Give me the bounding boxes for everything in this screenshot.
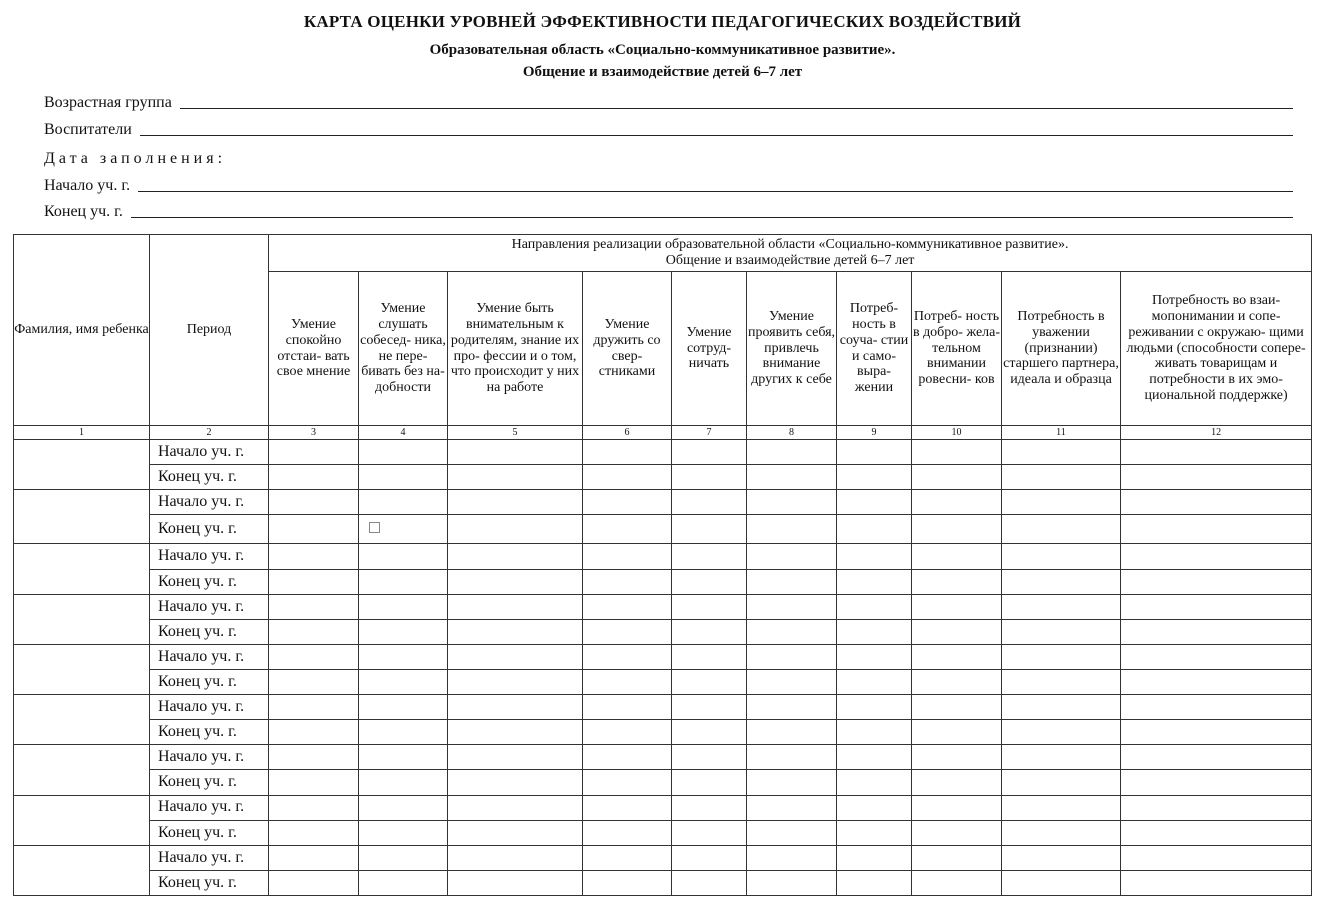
- period-end-cell: Конец уч. г.: [150, 770, 269, 795]
- child-name-cell[interactable]: [14, 440, 150, 490]
- score-cell[interactable]: [1002, 490, 1121, 515]
- column-header-criterion-6: Умение дружить со свер- стниками: [583, 272, 672, 426]
- column-header-period: Период: [150, 235, 269, 426]
- score-cell[interactable]: [1121, 515, 1312, 544]
- score-cell[interactable]: [747, 515, 837, 544]
- score-cell[interactable]: [583, 795, 672, 820]
- score-cell[interactable]: [747, 670, 837, 695]
- score-cell[interactable]: [269, 569, 359, 594]
- column-header-criterion-5: Умение быть внимательным к родителям, знание их про- фессии и о том, что происходит у них на работе: [448, 272, 583, 426]
- score-cell[interactable]: [448, 795, 583, 820]
- score-cell[interactable]: [1121, 594, 1312, 619]
- column-header-criterion-9: Потреб- ность в соуча- стии и само- выра- жении: [837, 272, 912, 426]
- score-cell[interactable]: [747, 544, 837, 569]
- score-cell[interactable]: [1002, 870, 1121, 895]
- score-cell[interactable]: [912, 770, 1002, 795]
- score-cell[interactable]: [269, 544, 359, 569]
- score-cell[interactable]: [269, 720, 359, 745]
- score-cell[interactable]: [448, 544, 583, 569]
- score-cell[interactable]: [912, 820, 1002, 845]
- score-cell[interactable]: [448, 670, 583, 695]
- score-cell[interactable]: [837, 594, 912, 619]
- score-cell[interactable]: [448, 870, 583, 895]
- document-subtitle-area: Образовательная область «Социально-коммуникативное развитие».: [429, 42, 896, 58]
- score-cell[interactable]: [1002, 465, 1121, 490]
- score-cell[interactable]: [1002, 745, 1121, 770]
- score-cell[interactable]: [1002, 594, 1121, 619]
- column-number: 1: [14, 426, 150, 440]
- score-cell[interactable]: [1121, 745, 1312, 770]
- score-cell[interactable]: [583, 770, 672, 795]
- score-cell[interactable]: [269, 795, 359, 820]
- score-cell[interactable]: [747, 490, 837, 515]
- score-cell[interactable]: [583, 544, 672, 569]
- assessment-table: [13, 234, 1312, 896]
- score-cell[interactable]: [269, 670, 359, 695]
- period-start-cell: Начало уч. г.: [150, 594, 269, 619]
- group-header-directions: [269, 235, 1312, 272]
- score-cell[interactable]: [269, 820, 359, 845]
- score-cell[interactable]: [1002, 569, 1121, 594]
- score-cell[interactable]: [1002, 670, 1121, 695]
- score-cell[interactable]: [1121, 820, 1312, 845]
- score-cell[interactable]: [672, 644, 747, 669]
- score-cell[interactable]: [583, 569, 672, 594]
- score-cell[interactable]: [837, 619, 912, 644]
- score-cell[interactable]: [448, 594, 583, 619]
- period-start-cell: Начало уч. г.: [150, 490, 269, 515]
- score-cell[interactable]: [448, 465, 583, 490]
- score-cell[interactable]: [448, 440, 583, 465]
- score-cell[interactable]: [1121, 644, 1312, 669]
- score-cell[interactable]: [269, 619, 359, 644]
- table-row: [14, 795, 1312, 820]
- score-cell[interactable]: [672, 569, 747, 594]
- column-header-criterion-10: Потреб- ность в добро- жела- тельном внимании ровесни- ков: [912, 272, 1002, 426]
- score-cell[interactable]: [359, 594, 448, 619]
- document-title: КАРТА ОЦЕНКИ УРОВНЕЙ ЭФФЕКТИВНОСТИ ПЕДАГОГИЧЕСКИХ ВОЗДЕЙСТВИЙ: [303, 12, 1022, 31]
- period-start-cell: Начало уч. г.: [150, 745, 269, 770]
- score-cell[interactable]: [269, 845, 359, 870]
- score-cell[interactable]: [837, 544, 912, 569]
- table-row: [14, 515, 1312, 544]
- score-cell[interactable]: [1002, 644, 1121, 669]
- score-cell[interactable]: [359, 670, 448, 695]
- child-name-cell[interactable]: [14, 644, 150, 694]
- score-cell[interactable]: [583, 465, 672, 490]
- column-header-criterion-8: Умение проявить себя, привлечь внимание других к себе: [747, 272, 837, 426]
- score-cell[interactable]: [837, 695, 912, 720]
- score-cell[interactable]: [747, 845, 837, 870]
- score-cell[interactable]: [747, 870, 837, 895]
- score-cell[interactable]: [912, 544, 1002, 569]
- score-cell[interactable]: [269, 695, 359, 720]
- score-cell[interactable]: [583, 644, 672, 669]
- score-cell[interactable]: [837, 795, 912, 820]
- score-cell[interactable]: [672, 515, 747, 544]
- score-cell[interactable]: [747, 594, 837, 619]
- table-row: [14, 770, 1312, 795]
- table-row: [14, 619, 1312, 644]
- start-date-input-line[interactable]: [138, 191, 1293, 192]
- score-cell[interactable]: [269, 594, 359, 619]
- period-end-cell: Конец уч. г.: [150, 820, 269, 845]
- score-cell[interactable]: [1121, 845, 1312, 870]
- end-date-input-line[interactable]: [131, 217, 1293, 218]
- score-cell[interactable]: [583, 845, 672, 870]
- score-cell[interactable]: [912, 745, 1002, 770]
- score-cell[interactable]: [837, 870, 912, 895]
- checkbox-icon[interactable]: [369, 522, 380, 533]
- score-cell[interactable]: [1121, 870, 1312, 895]
- teachers-input-line[interactable]: [140, 135, 1293, 136]
- score-cell[interactable]: [359, 720, 448, 745]
- column-number: 9: [837, 426, 912, 440]
- column-number: 5: [448, 426, 583, 440]
- period-start-cell: Начало уч. г.: [150, 695, 269, 720]
- document-subtitle-topic: Общение и взаимодействие детей 6–7 лет: [522, 64, 803, 80]
- child-name-cell[interactable]: [14, 795, 150, 845]
- score-cell[interactable]: [583, 745, 672, 770]
- score-cell[interactable]: [747, 619, 837, 644]
- score-cell[interactable]: [269, 644, 359, 669]
- score-cell[interactable]: [359, 845, 448, 870]
- period-end-cell: Конец уч. г.: [150, 515, 269, 544]
- column-header-criterion-4: Умение слушать собесед- ника, не пере- бивать без на- добности: [359, 272, 448, 426]
- column-header-criterion-12: Потребность во взаи- мопонимании и сопе- реживании с окружаю- щими людьми (способности сопере- живать товарищам и потребности в их эмо- циональной поддержке): [1121, 272, 1312, 426]
- table-row: [14, 695, 1312, 720]
- score-cell[interactable]: [672, 795, 747, 820]
- group-header-line2: Общение и взаимодействие детей 6–7 лет: [665, 253, 915, 268]
- period-end-cell: Конец уч. г.: [150, 870, 269, 895]
- score-cell[interactable]: [1002, 440, 1121, 465]
- score-cell[interactable]: [1121, 490, 1312, 515]
- score-cell[interactable]: [359, 465, 448, 490]
- score-cell[interactable]: [269, 490, 359, 515]
- score-cell[interactable]: [1121, 770, 1312, 795]
- score-cell[interactable]: [359, 745, 448, 770]
- score-cell[interactable]: [672, 845, 747, 870]
- score-cell[interactable]: [269, 440, 359, 465]
- score-cell[interactable]: [672, 490, 747, 515]
- score-cell[interactable]: [1002, 544, 1121, 569]
- score-cell[interactable]: [583, 490, 672, 515]
- score-cell[interactable]: [583, 619, 672, 644]
- score-cell[interactable]: [747, 720, 837, 745]
- child-name-cell[interactable]: [14, 845, 150, 895]
- score-cell[interactable]: [583, 720, 672, 745]
- table-row: [14, 544, 1312, 569]
- score-cell[interactable]: [1002, 845, 1121, 870]
- score-cell[interactable]: [448, 720, 583, 745]
- column-header-criterion-7: Умение сотруд- ничать: [672, 272, 747, 426]
- table-row: [14, 870, 1312, 895]
- table-row: [14, 440, 1312, 465]
- score-cell[interactable]: [672, 720, 747, 745]
- score-cell[interactable]: [448, 845, 583, 870]
- score-cell[interactable]: [912, 870, 1002, 895]
- score-cell[interactable]: [359, 795, 448, 820]
- score-cell[interactable]: [448, 569, 583, 594]
- column-number: 6: [583, 426, 672, 440]
- score-cell[interactable]: [912, 644, 1002, 669]
- column-number: 8: [747, 426, 837, 440]
- score-cell[interactable]: [583, 695, 672, 720]
- score-cell[interactable]: [583, 440, 672, 465]
- score-cell[interactable]: [359, 820, 448, 845]
- score-cell[interactable]: [912, 845, 1002, 870]
- column-number: 2: [150, 426, 269, 440]
- child-name-cell[interactable]: [14, 695, 150, 745]
- score-cell[interactable]: [448, 820, 583, 845]
- score-cell[interactable]: [1121, 795, 1312, 820]
- column-number: 11: [1002, 426, 1121, 440]
- score-cell[interactable]: [1002, 515, 1121, 544]
- score-cell[interactable]: [837, 465, 912, 490]
- score-cell[interactable]: [912, 619, 1002, 644]
- score-cell[interactable]: [912, 515, 1002, 544]
- score-cell[interactable]: [747, 644, 837, 669]
- score-cell[interactable]: [747, 795, 837, 820]
- score-cell[interactable]: [672, 770, 747, 795]
- score-cell[interactable]: [747, 440, 837, 465]
- score-cell[interactable]: [269, 465, 359, 490]
- column-number: 7: [672, 426, 747, 440]
- score-cell[interactable]: [1121, 619, 1312, 644]
- score-cell[interactable]: [1121, 670, 1312, 695]
- score-cell[interactable]: [672, 544, 747, 569]
- score-cell[interactable]: [359, 544, 448, 569]
- score-cell[interactable]: [1002, 619, 1121, 644]
- score-cell[interactable]: [747, 770, 837, 795]
- score-cell[interactable]: [1002, 795, 1121, 820]
- table-row: [14, 745, 1312, 770]
- score-cell[interactable]: [1002, 770, 1121, 795]
- score-cell[interactable]: [359, 695, 448, 720]
- score-cell[interactable]: [359, 870, 448, 895]
- score-cell[interactable]: [912, 670, 1002, 695]
- score-cell[interactable]: [448, 770, 583, 795]
- score-cell[interactable]: [448, 619, 583, 644]
- table-row: [14, 644, 1312, 669]
- score-cell[interactable]: [912, 465, 1002, 490]
- score-cell[interactable]: [912, 594, 1002, 619]
- score-cell[interactable]: [448, 695, 583, 720]
- score-cell[interactable]: [837, 720, 912, 745]
- score-cell[interactable]: [837, 745, 912, 770]
- score-cell[interactable]: [672, 745, 747, 770]
- period-start-cell: Начало уч. г.: [150, 845, 269, 870]
- column-header-child-name: Фамилия, имя ребенка: [14, 235, 150, 426]
- score-cell[interactable]: [672, 619, 747, 644]
- score-cell[interactable]: [269, 770, 359, 795]
- score-cell[interactable]: [448, 745, 583, 770]
- score-cell[interactable]: [672, 670, 747, 695]
- period-start-cell: Начало уч. г.: [150, 644, 269, 669]
- score-cell[interactable]: [269, 745, 359, 770]
- period-end-cell: Конец уч. г.: [150, 720, 269, 745]
- score-cell[interactable]: [269, 515, 359, 544]
- score-cell[interactable]: [672, 820, 747, 845]
- score-cell[interactable]: [837, 569, 912, 594]
- column-number: 3: [269, 426, 359, 440]
- table-row: [14, 845, 1312, 870]
- score-cell[interactable]: [583, 670, 672, 695]
- period-start-cell: Начало уч. г.: [150, 440, 269, 465]
- score-cell[interactable]: [359, 440, 448, 465]
- score-cell[interactable]: [672, 594, 747, 619]
- score-cell[interactable]: [359, 569, 448, 594]
- score-cell[interactable]: [837, 490, 912, 515]
- score-cell[interactable]: [837, 440, 912, 465]
- table-row: [14, 670, 1312, 695]
- table-row: [14, 594, 1312, 619]
- score-cell[interactable]: [837, 820, 912, 845]
- group-header-line1: Направления реализации образовательной области «Социально-коммуникативное развитие».: [511, 237, 1069, 253]
- age-group-input-line[interactable]: [180, 108, 1293, 109]
- score-cell[interactable]: [448, 490, 583, 515]
- score-cell[interactable]: [912, 720, 1002, 745]
- end-date-field: [44, 199, 1293, 221]
- age-group-label: Возрастная группа: [44, 94, 172, 111]
- score-cell[interactable]: [672, 695, 747, 720]
- score-cell[interactable]: [672, 440, 747, 465]
- score-cell[interactable]: [448, 644, 583, 669]
- table-row: [14, 569, 1312, 594]
- child-name-cell[interactable]: [14, 490, 150, 544]
- period-end-cell: Конец уч. г.: [150, 569, 269, 594]
- teachers-field: [44, 117, 1293, 139]
- period-start-cell: Начало уч. г.: [150, 544, 269, 569]
- score-cell[interactable]: [1002, 695, 1121, 720]
- score-cell[interactable]: [747, 820, 837, 845]
- score-cell[interactable]: [837, 770, 912, 795]
- score-cell[interactable]: [837, 670, 912, 695]
- start-date-field: [44, 173, 1293, 195]
- column-number: 10: [912, 426, 1002, 440]
- score-cell[interactable]: [747, 745, 837, 770]
- score-cell[interactable]: [747, 465, 837, 490]
- score-cell[interactable]: [359, 770, 448, 795]
- score-cell[interactable]: [1002, 720, 1121, 745]
- table-row: [14, 720, 1312, 745]
- column-header-criterion-11: Потребность в уважении (признании) старшего партнера, идеала и образца: [1002, 272, 1121, 426]
- score-cell[interactable]: [837, 644, 912, 669]
- score-cell[interactable]: [747, 569, 837, 594]
- score-cell[interactable]: [912, 795, 1002, 820]
- score-cell[interactable]: [583, 594, 672, 619]
- end-date-label: Конец уч. г.: [44, 203, 123, 220]
- column-number: 4: [359, 426, 448, 440]
- teachers-label: Воспитатели: [44, 121, 132, 138]
- score-cell[interactable]: [912, 440, 1002, 465]
- score-cell[interactable]: [583, 820, 672, 845]
- score-cell[interactable]: [359, 619, 448, 644]
- table-row: [14, 490, 1312, 515]
- score-cell[interactable]: [672, 870, 747, 895]
- period-end-cell: Конец уч. г.: [150, 465, 269, 490]
- column-number: 12: [1121, 426, 1312, 440]
- score-cell[interactable]: [359, 515, 448, 544]
- score-cell[interactable]: [912, 569, 1002, 594]
- period-end-cell: Конец уч. г.: [150, 619, 269, 644]
- column-header-criterion-3: Умение спокойно отстаи- вать свое мнение: [269, 272, 359, 426]
- score-cell[interactable]: [583, 515, 672, 544]
- score-cell[interactable]: [359, 644, 448, 669]
- table-row: [14, 820, 1312, 845]
- child-name-cell[interactable]: [14, 745, 150, 795]
- score-cell[interactable]: [1121, 695, 1312, 720]
- score-cell[interactable]: [1121, 544, 1312, 569]
- score-cell[interactable]: [583, 870, 672, 895]
- score-cell[interactable]: [1121, 465, 1312, 490]
- score-cell[interactable]: [448, 515, 583, 544]
- child-name-cell[interactable]: [14, 544, 150, 594]
- score-cell[interactable]: [1121, 720, 1312, 745]
- period-start-cell: Начало уч. г.: [150, 795, 269, 820]
- score-cell[interactable]: [837, 845, 912, 870]
- score-cell[interactable]: [837, 515, 912, 544]
- table-row: [14, 465, 1312, 490]
- score-cell[interactable]: [269, 870, 359, 895]
- start-date-label: Начало уч. г.: [44, 177, 131, 194]
- child-name-cell[interactable]: [14, 594, 150, 644]
- score-cell[interactable]: [1121, 440, 1312, 465]
- score-cell[interactable]: [912, 695, 1002, 720]
- score-cell[interactable]: [1121, 569, 1312, 594]
- score-cell[interactable]: [912, 490, 1002, 515]
- period-end-cell: Конец уч. г.: [150, 670, 269, 695]
- score-cell[interactable]: [672, 465, 747, 490]
- score-cell[interactable]: [359, 490, 448, 515]
- score-cell[interactable]: [1002, 820, 1121, 845]
- age-group-field: [44, 90, 1293, 112]
- score-cell[interactable]: [747, 695, 837, 720]
- fill-date-label: Дата заполнения:: [44, 150, 227, 167]
